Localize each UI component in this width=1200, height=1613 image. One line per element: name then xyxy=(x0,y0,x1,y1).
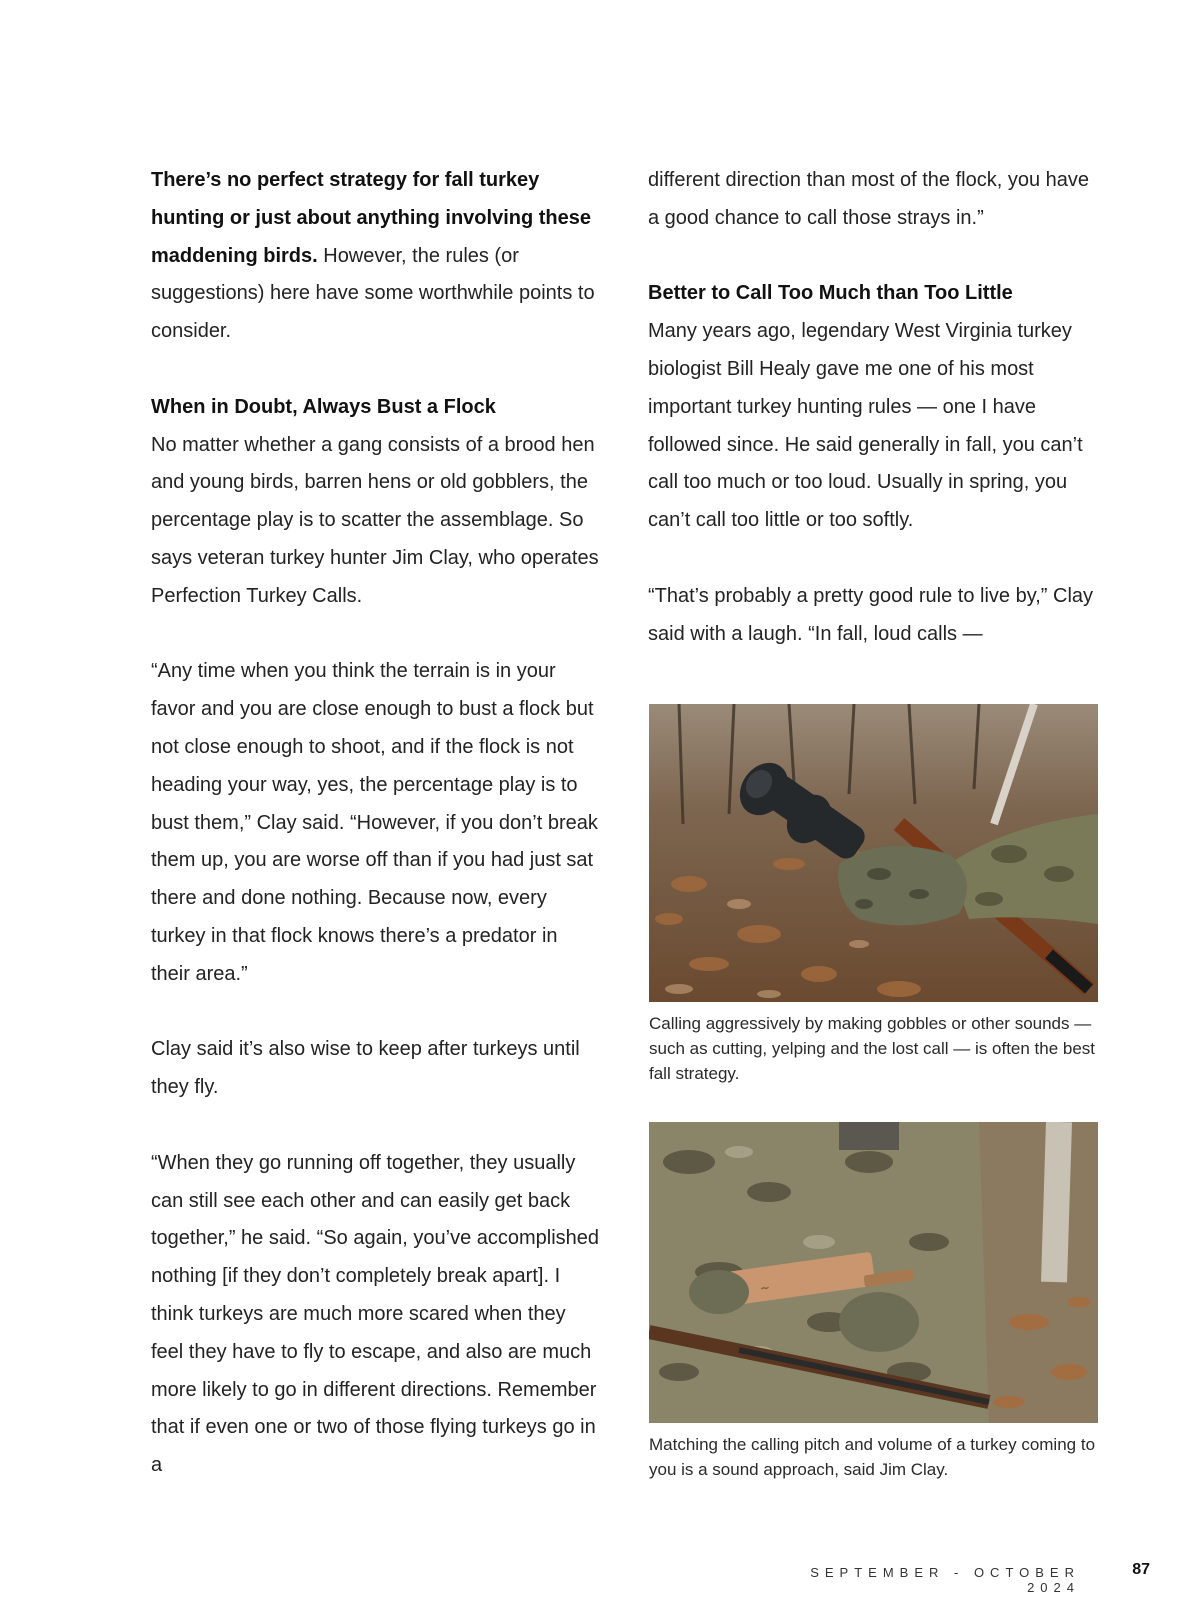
photo-box-call xyxy=(649,1122,1098,1423)
section-block-bust-flock xyxy=(151,389,601,616)
body-paragraph: “That’s probably a pretty good rule to live by,” Clay said with a laugh. “In fall, loud calls — xyxy=(648,584,1094,645)
intro-bold-lead: There’s no perfect strategy for fall turkey hunting or just about anything involving these maddening birds. xyxy=(151,169,591,267)
photo-caption: Matching the calling pitch and volume of a turkey coming to you is a sound approach, said Jim Clay. xyxy=(649,1435,1096,1479)
body-paragraph: No matter whether a gang consists of a brood hen and young birds, barren hens or old gobblers, the percentage play is to scatter the assemblage. So says veteran turkey hunter Jim Clay, who operates Perfection Turkey Calls. xyxy=(151,433,599,607)
issue-date: SEPTEMBER - OCTOBER 2024 xyxy=(810,1565,1080,1595)
svg-text:~: ~ xyxy=(758,1280,771,1296)
intro-paragraph xyxy=(151,162,601,351)
section-block-call-much xyxy=(648,275,1098,540)
body-paragraph: Many years ago, legendary West Virginia turkey biologist Bill Healy gave me one of his most important turkey hunting rules — one I have followed since. He said generally in fall, you can’t call too much or too loud. Usually in spring, you can’t call too little or too softly. xyxy=(648,320,1083,532)
left-column xyxy=(151,162,601,1485)
photo-tube-call xyxy=(649,704,1098,1002)
photo-tube-call-image xyxy=(649,704,1098,1002)
body-paragraph: “Any time when you think the terrain is in your favor and you are close enough to bust a flock but not close enough to shoot, and if the flock is not heading your way, yes, the percentage play is to bust them,” Clay said. “However, if you don’t break them up, you are worse off than if you had just sat there and done nothing. Because now, every turkey in that flock knows there’s a predator in their area.” xyxy=(151,660,598,985)
section-heading-bust-flock: When in Doubt, Always Bust a Flock xyxy=(151,395,496,418)
continued-paragraph: different direction than most of the flock, you have a good chance to call those strays in.” xyxy=(648,169,1089,229)
section-heading-call-much: Better to Call Too Much than Too Little xyxy=(648,282,1013,305)
body-paragraph: “When they go running off together, they usually can still see each other and can easily get back together,” he said. “So again, you’ve accomplished nothing [if they don’t completely break apart]. I think turkeys are much more scared when they feel they have to fly to escape, and also are much more likely to go in different directions. Remember that if even one or two of those flying turkeys go in a xyxy=(151,1151,600,1477)
photo-box-call-image xyxy=(649,1122,1098,1423)
intro-text: However, the rules (or suggestions) here have some worthwhile points to consider. xyxy=(151,244,595,343)
right-column xyxy=(648,162,1098,653)
photo-caption: Calling aggressively by making gobbles or other sounds — such as cutting, yelping and the lost call — is often the best fall strategy. xyxy=(649,1014,1096,1083)
body-paragraph: Clay said it’s also wise to keep after turkeys until they fly. xyxy=(151,1038,580,1099)
page-number: 87 xyxy=(1132,1561,1150,1578)
